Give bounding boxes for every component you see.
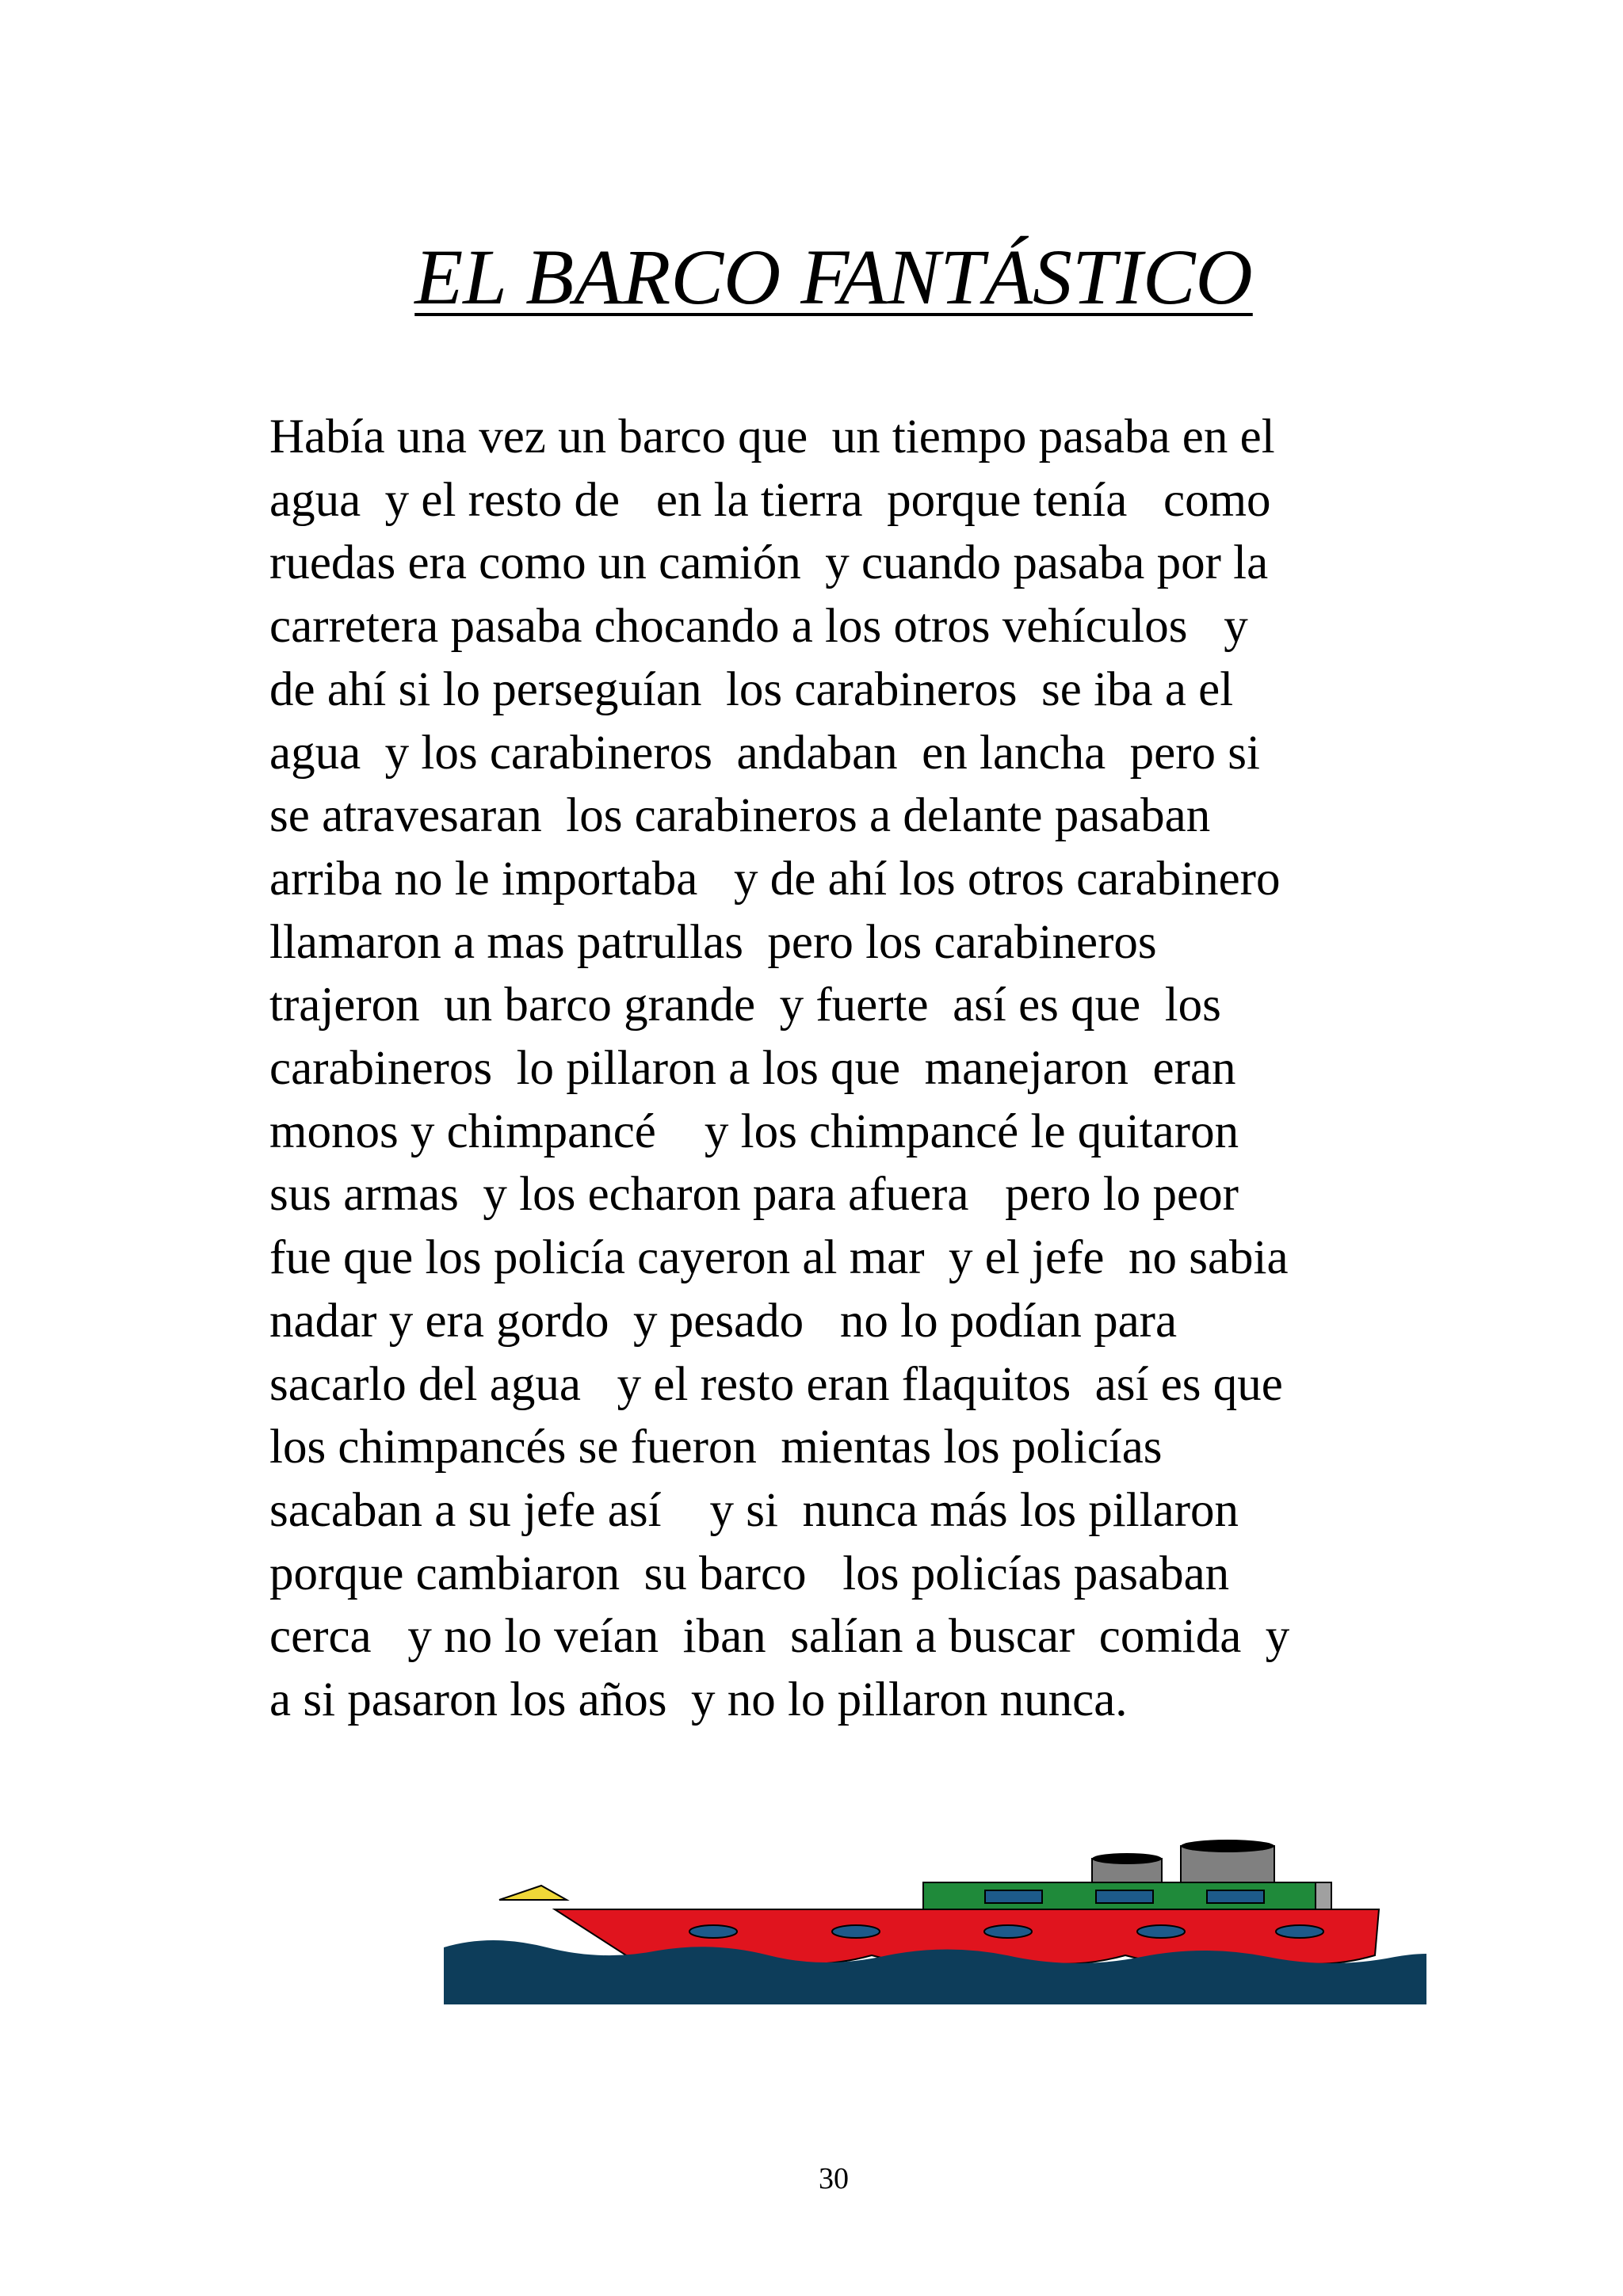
story-line: ruedas era como un camión y cuando pasaba por la (269, 536, 1269, 590)
story-line: trajeron un barco grande y fuerte así es que los (269, 978, 1221, 1032)
story-line: llamaron a mas patrullas pero los carabineros (269, 915, 1157, 969)
story-line: nadar y era gordo y pesado no lo podían para (269, 1294, 1178, 1348)
story-line: carretera pasaba chocando a los otros vehículos y (269, 600, 1248, 654)
flag-icon (499, 1886, 567, 1900)
story-line: sus armas y los echaron para afuera pero lo peor (269, 1168, 1239, 1222)
story-line: porque cambiaron su barco los policías pasaban (269, 1547, 1230, 1600)
page-number: 30 (819, 2162, 849, 2195)
story-line: arriba no le importaba y de ahí los otros carabinero (269, 852, 1281, 906)
story-title: EL BARCO FANTÁSTICO (414, 233, 1253, 321)
story-line: agua y el resto de en la tierra porque tenía como (269, 473, 1271, 527)
story-line: agua y los carabineros andaban en lancha pero si (269, 726, 1260, 780)
story-line: sacaban a su jefe así y si nunca más los pillaron (269, 1483, 1239, 1537)
story-line: los chimpancés se fueron mientas los policías (269, 1421, 1163, 1474)
story-line: de ahí si lo perseguían los carabineros se iba a el (269, 662, 1234, 716)
story-line: se atravesaran los carabineros a delante pasaban (269, 789, 1211, 843)
story-line: a si pasaron los años y no lo pillaron nunca. (269, 1673, 1128, 1727)
story-line: carabineros lo pillaron a los que manejaron eran (269, 1042, 1236, 1096)
story-line: Había una vez un barco que un tiempo pasaba en el (269, 410, 1275, 463)
story-line: monos y chimpancé y los chimpancé le quitaron (269, 1104, 1239, 1158)
cabin-icon (923, 1882, 1331, 1913)
funnel-icon (1092, 1840, 1274, 1884)
story-body (269, 406, 1458, 1732)
story-line: sacarlo del agua y el resto eran flaquitos así es que (269, 1357, 1283, 1411)
story-line: cerca y no lo veían iban salían a buscar comida y (269, 1610, 1290, 1664)
story-line: fue que los policía cayeron al mar y el jefe no sabia (269, 1231, 1289, 1285)
ship-illustration (444, 1814, 1426, 2004)
